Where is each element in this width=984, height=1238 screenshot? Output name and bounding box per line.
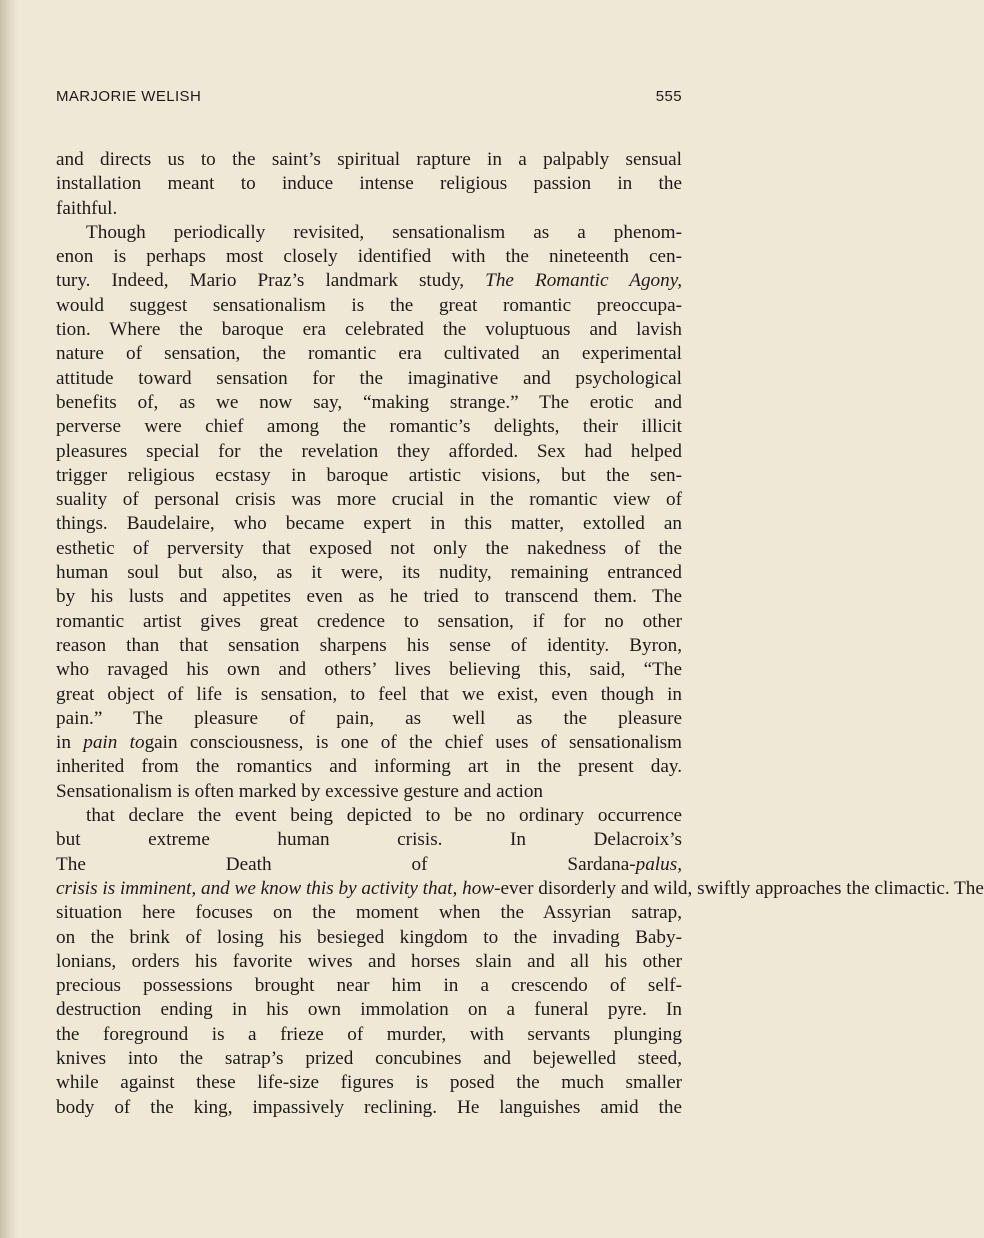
text-line: would suggest sensationalism is the great romantic preoccupa-: [56, 294, 682, 316]
text-line: the foreground is a frieze of murder, with servants plunging: [56, 1023, 682, 1045]
text-run: tury. Indeed, Mario Praz’s landmark study,: [56, 270, 486, 292]
running-header: [56, 88, 682, 110]
text-line: while against these life-size figures is posed the much smaller: [56, 1072, 682, 1094]
page-number: 555: [655, 88, 682, 105]
text-line: Though periodically revisited, sensationalism as a phenom-: [86, 221, 682, 243]
painting-title: palus,: [635, 853, 682, 875]
text-run: gain consciousness, is one of the chief uses of sensationalism: [144, 732, 682, 754]
text-line: [56, 731, 682, 755]
text-line: pleasures special for the revelation they afforded. Sex had helped: [56, 440, 682, 462]
text-line: trigger religious ecstasy in baroque artistic visions, but the sen-: [56, 464, 682, 486]
text-line: faithful.: [56, 197, 118, 219]
text-line: [56, 877, 984, 901]
text-line: body of the king, impassively reclining. He languishes amid the: [56, 1096, 682, 1118]
text-line: situation here focuses on the moment when the Assyrian satrap,: [56, 902, 682, 924]
emphasis-word: pain to: [70, 732, 145, 754]
text-line: installation meant to induce intense religious passion in the: [56, 173, 682, 195]
text-line: enon is perhaps most closely identified with the nineteenth cen-: [56, 246, 682, 268]
text-line: attitude toward sensation for the imaginative and psychological: [56, 367, 682, 389]
book-title: The Romantic Agony,: [485, 270, 682, 292]
running-head-author: MARJORIE WELISH: [56, 88, 202, 105]
text-line: nature of sensation, the romantic era cultivated an experimental: [56, 343, 682, 365]
text-line: destruction ending in his own immolation on a funeral pyre. In: [56, 999, 682, 1021]
text-line: human soul but also, as it were, its nudity, remaining entranced: [56, 562, 682, 584]
text-line: [56, 1120, 682, 1144]
text-line: and directs us to the saint’s spiritual rapture in a palpably sensual: [56, 149, 682, 170]
text-run: The Death of Sardana-: [56, 853, 636, 875]
text-line: knives into the satrap’s prized concubines and bejewelled steed,: [56, 1047, 682, 1069]
text-line: benefits of, as we now say, “making strange.” The erotic and: [56, 391, 682, 413]
text-line: things. Baudelaire, who became expert in this matter, extolled an: [56, 513, 682, 535]
text-line: reason than that sensation sharpens his sense of identity. Byron,: [56, 634, 682, 656]
painting-title: crisis is imminent, and we know this by activity that, how-: [56, 877, 501, 899]
text-line: [56, 853, 682, 877]
text-line: [56, 269, 682, 293]
body-text: [56, 148, 984, 1144]
text-line: tion. Where the baroque era celebrated the voluptuous and lavish: [56, 319, 682, 341]
text-line: but extreme human crisis. In Delacroix’s: [56, 829, 682, 851]
text-line: that declare the event being depicted to be no ordinary occurrence: [86, 805, 682, 827]
text-line: who ravaged his own and others’ lives believing this, said, “The: [56, 659, 682, 681]
text-run: in: [56, 732, 71, 754]
text-line: suality of personal crisis was more crucial in the romantic view of: [56, 489, 682, 511]
text-line: lonians, orders his favorite wives and horses slain and all his other: [56, 950, 682, 972]
text-line: by his lusts and appetites even as he tried to transcend them. The: [56, 586, 682, 608]
text-line: on the brink of losing his besieged kingdom to the invading Baby-: [56, 926, 682, 948]
text-line: great object of life is sensation, to feel that we exist, even though in: [56, 683, 682, 705]
text-line: pain.” The pleasure of pain, as well as the pleasure: [56, 707, 682, 729]
text-line: romantic artist gives great credence to sensation, if for no other: [56, 610, 682, 632]
text-line: esthetic of perversity that exposed not only the nakedness of the: [56, 537, 682, 559]
page-binding-shadow: [0, 0, 18, 1238]
text-line: Sensationalism is often marked by excessive gesture and action: [56, 780, 544, 802]
text-line: perverse were chief among the romantic’s delights, their illicit: [56, 416, 682, 438]
text-line: precious possessions brought near him in a crescendo of self-: [56, 975, 682, 997]
text-run: ever disorderly and wild, swiftly approaches the climactic. The: [500, 877, 984, 899]
text-line: inherited from the romantics and informing art in the present day.: [56, 756, 682, 778]
